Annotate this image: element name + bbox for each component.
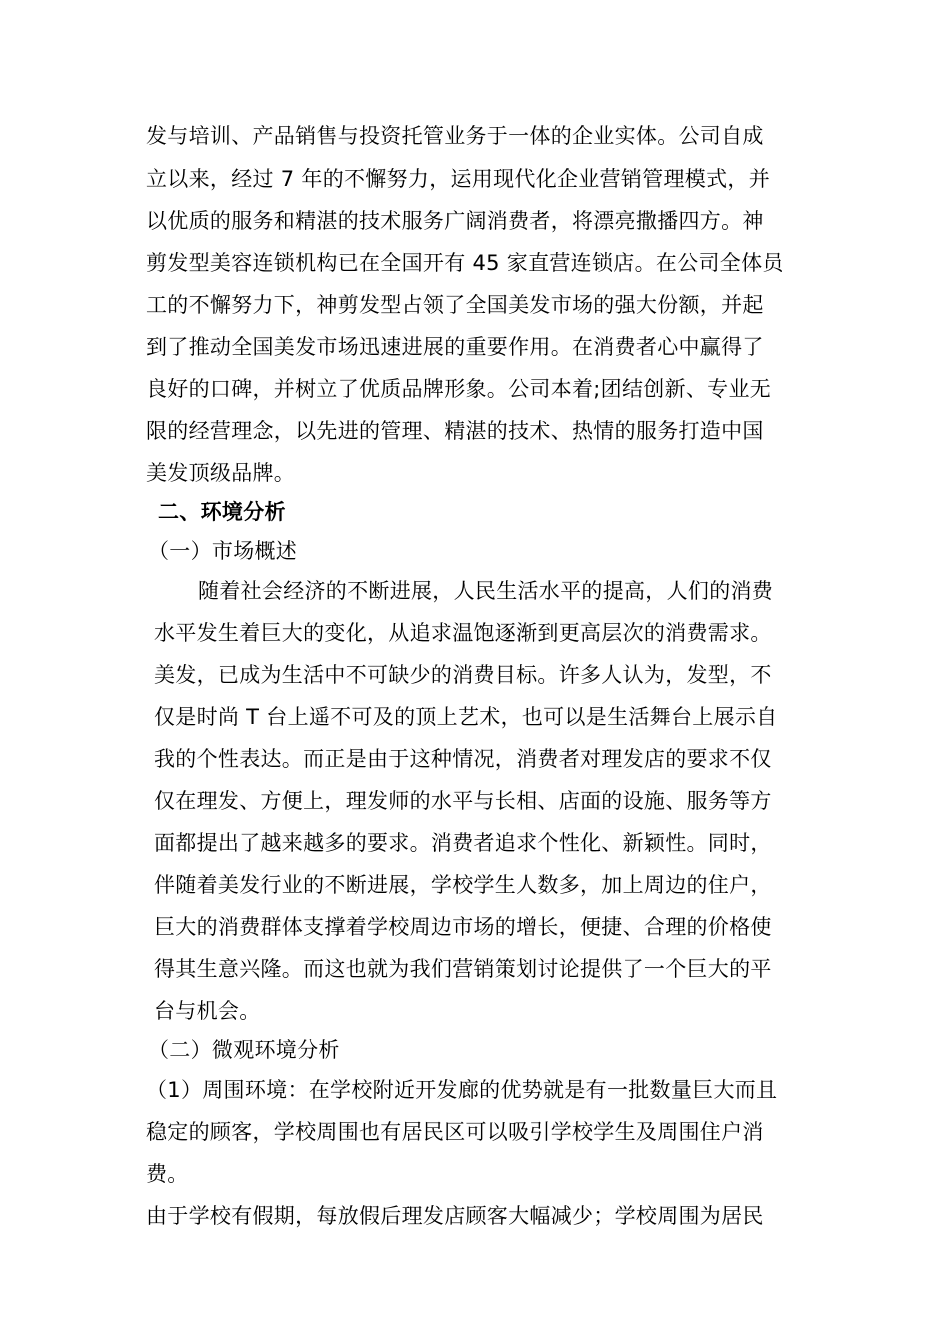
subsection-heading-market: （一）市场概述 xyxy=(148,539,298,563)
paragraph-2-line-5: 我的个性表达。而正是由于这种情况，消费者对理发店的要求不仅 xyxy=(154,747,772,771)
paragraph-2-line-9: 巨大的消费群体支撑着学校周边市场的增长，便捷、合理的价格使 xyxy=(154,915,772,939)
paragraph-1-line-8: 限的经营理念，以先进的管理、精湛的技术、热情的服务打造中国 xyxy=(146,419,764,443)
paragraph-1-line-5: 工的不懈努力下，神剪发型占领了全国美发市场的强大份额，并起 xyxy=(146,293,764,317)
paragraph-2-line-1: 随着社会经济的不断进展，人民生活水平的提高，人们的消费 xyxy=(198,579,774,603)
subsection-heading-micro: （二）微观环境分析 xyxy=(148,1038,340,1062)
paragraph-2-line-3: 美发，已成为生活中不可缺少的消费目标。许多人认为，发型，不 xyxy=(154,663,772,687)
paragraph-2-line-2: 水平发生着巨大的变化，从追求温饱逐渐到更高层次的消费需求。 xyxy=(154,621,772,645)
paragraph-2-line-6: 仅在理发、方便上，理发师的水平与长相、店面的设施、服务等方 xyxy=(154,789,772,813)
paragraph-2-line-10: 得其生意兴隆。而这也就为我们营销策划讨论提供了一个巨大的平 xyxy=(154,957,772,981)
paragraph-4-line-1: 由于学校有假期，每放假后理发店顾客大幅减少；学校周围为居民 xyxy=(146,1204,764,1228)
paragraph-2-line-4: 仅是时尚 T 台上遥不可及的顶上艺术，也可以是生活舞台上展示自 xyxy=(154,705,778,729)
paragraph-1-line-9: 美发顶级品牌。 xyxy=(146,461,296,485)
paragraph-1-line-4: 剪发型美容连锁机构已在全国开有 45 家直营连锁店。在公司全体员 xyxy=(146,251,784,275)
paragraph-1-line-2: 立以来，经过 7 年的不懈努力，运用现代化企业营销管理模式，并 xyxy=(146,167,771,191)
paragraph-1-line-1: 发与培训、产品销售与投资托管业务于一体的企业实体。公司自成 xyxy=(146,124,764,148)
paragraph-3-line-2: 稳定的顾客，学校周围也有居民区可以吸引学校学生及周围住户消 xyxy=(146,1120,764,1144)
section-heading: 二、环境分析 xyxy=(158,500,286,524)
paragraph-1-line-7: 良好的口碑，并树立了优质品牌形象。公司本着;团结创新、专业无 xyxy=(146,377,772,401)
paragraph-2-line-7: 面都提出了越来越多的要求。消费者追求个性化、新颖性。同时， xyxy=(154,831,772,855)
paragraph-1-line-3: 以优质的服务和精湛的技术服务广阔消费者，将漂亮撒播四方。神 xyxy=(146,209,764,233)
paragraph-1-line-6: 到了推动全国美发市场迅速进展的重要作用。在消费者心中赢得了 xyxy=(146,335,764,359)
paragraph-3-line-1: （1）周围环境：在学校附近开发廊的优势就是有一批数量巨大而且 xyxy=(146,1078,778,1102)
paragraph-2-line-8: 伴随着美发行业的不断进展，学校学生人数多，加上周边的住户， xyxy=(154,873,772,897)
paragraph-3-line-3: 费。 xyxy=(146,1162,189,1186)
paragraph-2-line-11: 台与机会。 xyxy=(154,999,261,1023)
